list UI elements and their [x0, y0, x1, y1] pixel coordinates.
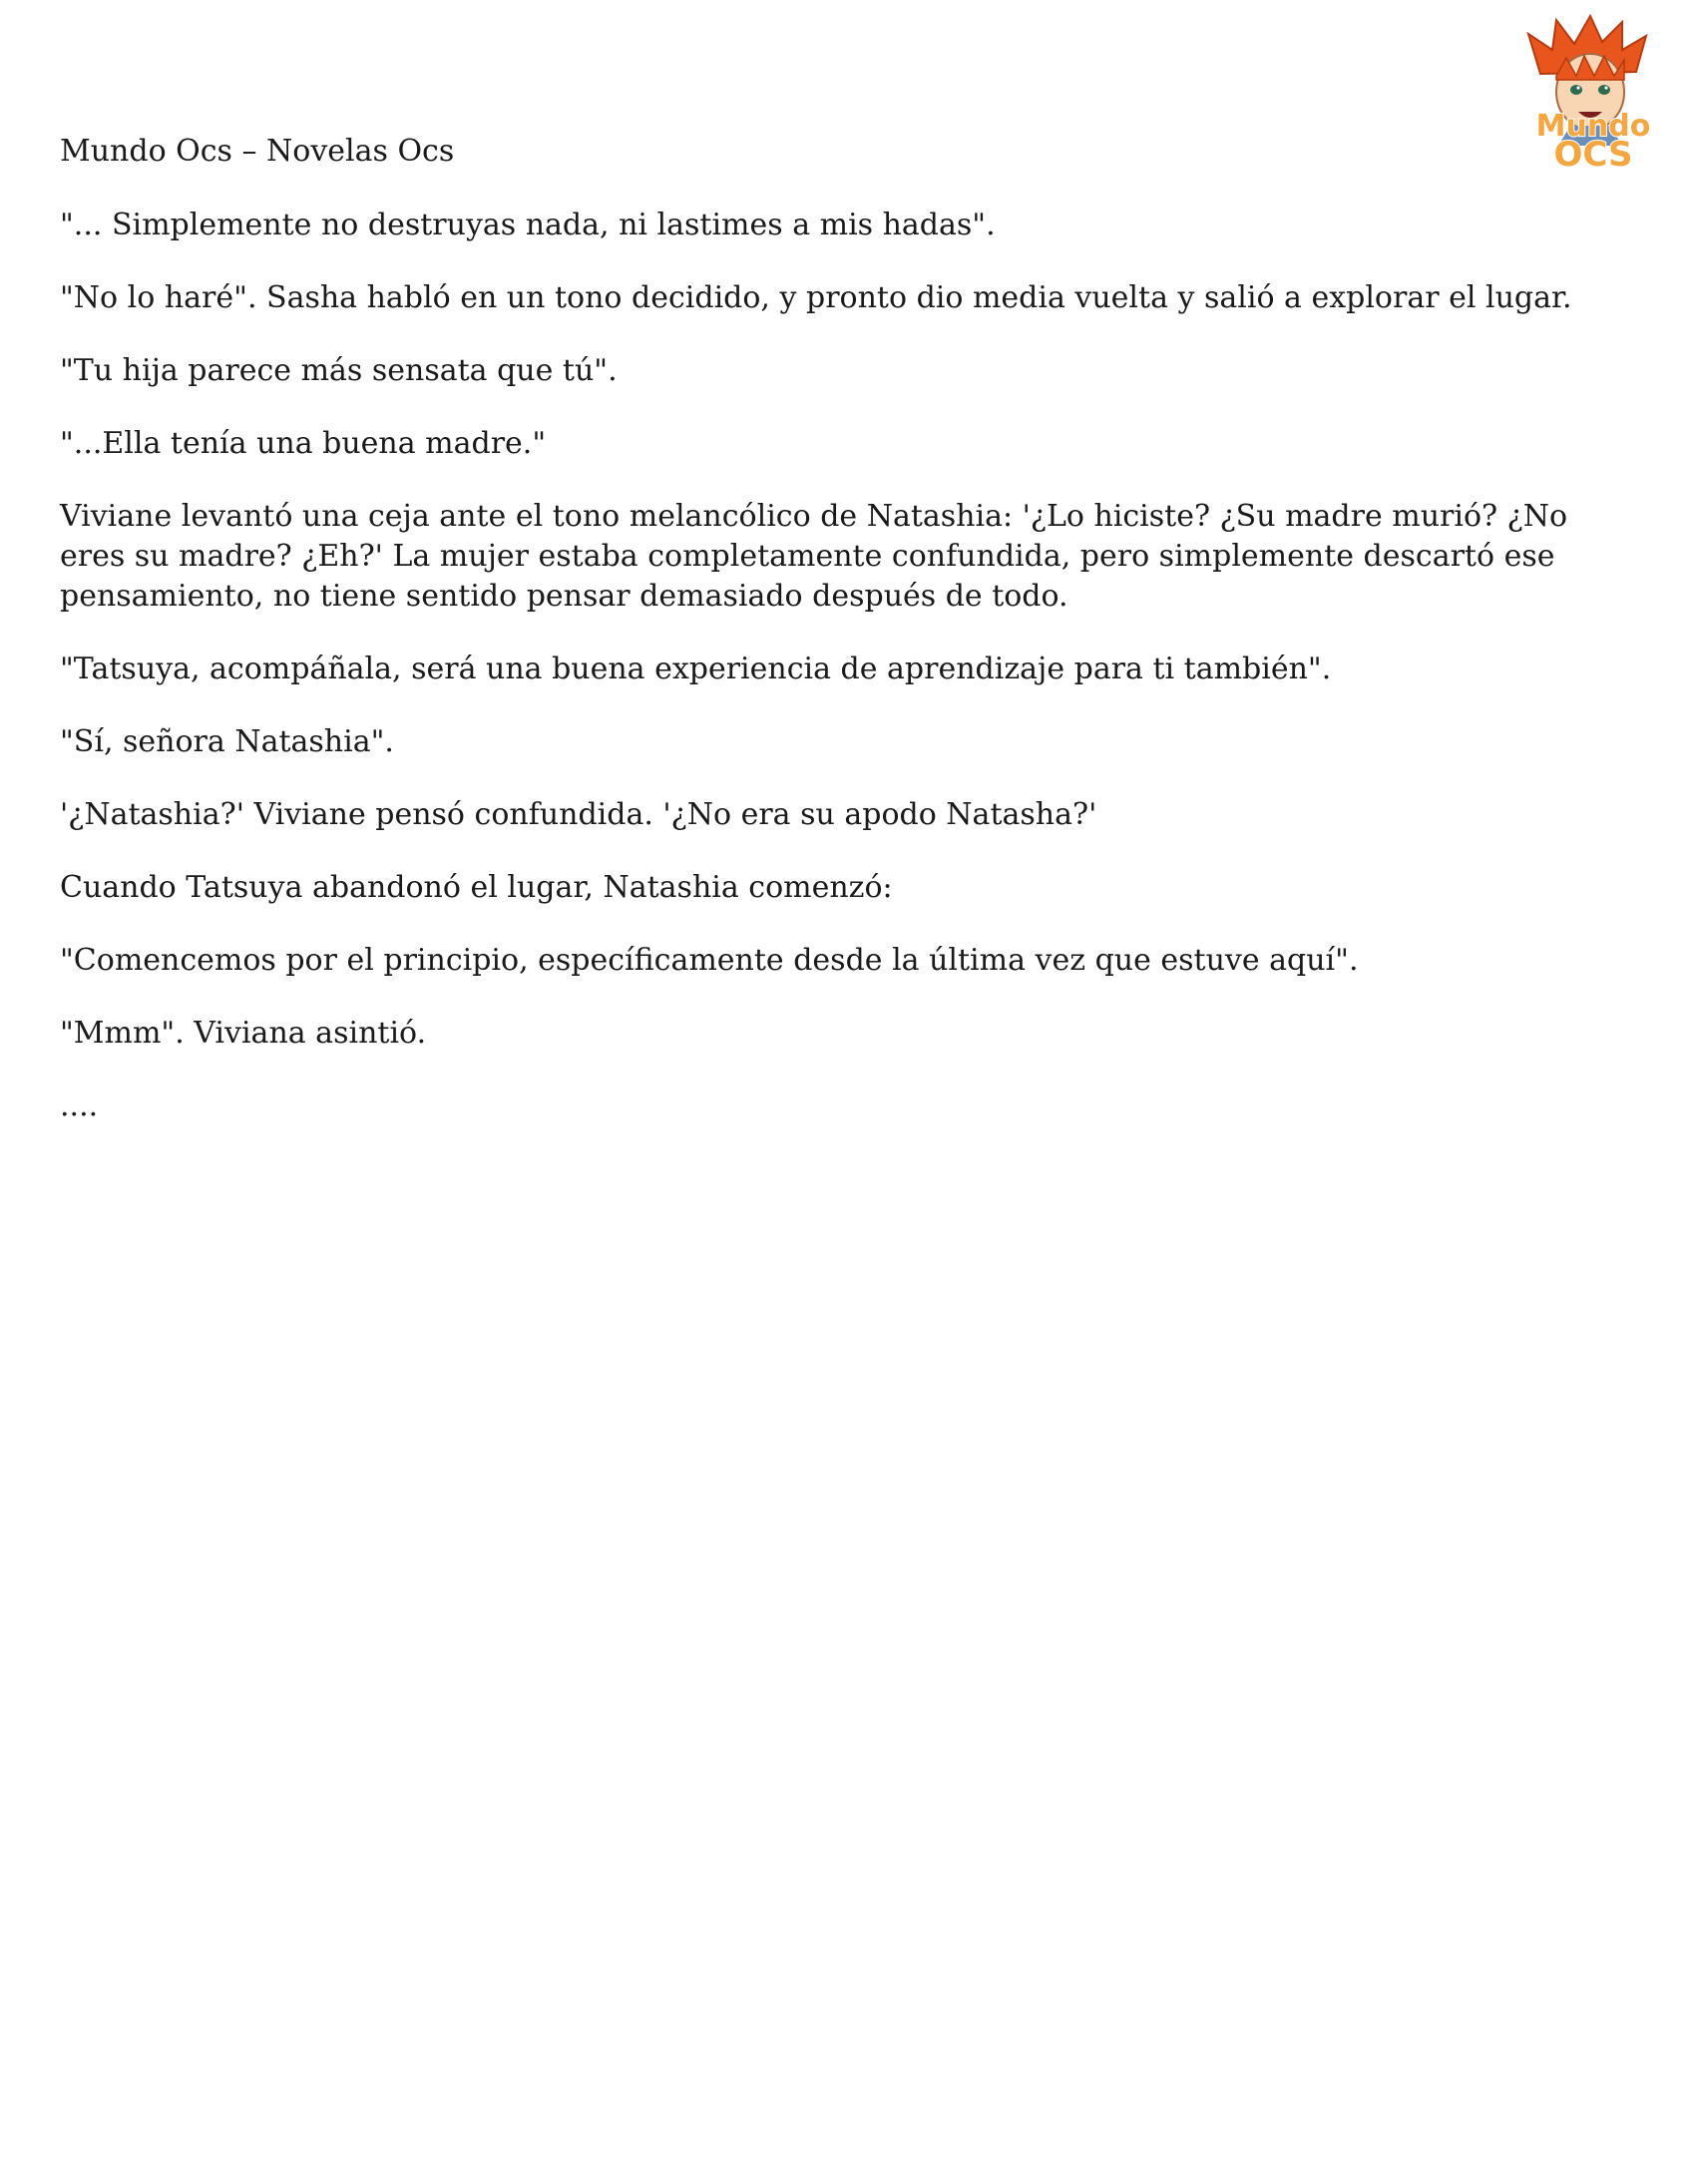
mundo-ocs-logo — [1518, 14, 1668, 174]
paragraph: "No lo haré". Sasha habló en un tono decidido, y pronto dio media vuelta y salió a explorar el lugar. — [60, 280, 1572, 315]
paragraph: "Mmm". Viviana asintió. — [60, 1016, 427, 1051]
logo-mascot-icon — [1518, 14, 1668, 174]
paragraph: "Comencemos por el principio, específicamente desde la última vez que estuve aquí". — [60, 943, 1359, 978]
ellipsis: .... — [60, 1089, 99, 1123]
logo-text-line2: OCS — [1553, 135, 1633, 174]
chapter-body — [60, 206, 1616, 1159]
paragraph: '¿Natashia?' Viviane pensó confundida. '¿No era su apodo Natasha?' — [60, 797, 1097, 832]
paragraph: "Tatsuya, acompáñala, será una buena experiencia de aprendizaje para ti también". — [60, 652, 1332, 686]
paragraph: Viviane levantó una ceja ante el tono melancólico de Natashia: '¿Lo hiciste? ¿Su madre murió? ¿No eres su madre? ¿Eh?' La mujer estaba completamente confundida, pero simplemente descartó ese pensamiento, no tiene sentido pensar demasiado después de todo. — [60, 499, 1568, 614]
page-header: Mundo Ocs – Novelas Ocs — [60, 134, 455, 169]
paragraph: "Sí, señora Natashia". — [60, 724, 394, 759]
logo-text-line1: Mundo — [1535, 109, 1651, 144]
paragraph: Cuando Tatsuya abandonó el lugar, Natashia comenzó: — [60, 870, 893, 905]
paragraph: "...Ella tenía una buena madre." — [60, 426, 547, 461]
paragraph: "... Simplemente no destruyas nada, ni lastimes a mis hadas". — [60, 208, 996, 242]
paragraph: "Tu hija parece más sensata que tú". — [60, 353, 618, 388]
